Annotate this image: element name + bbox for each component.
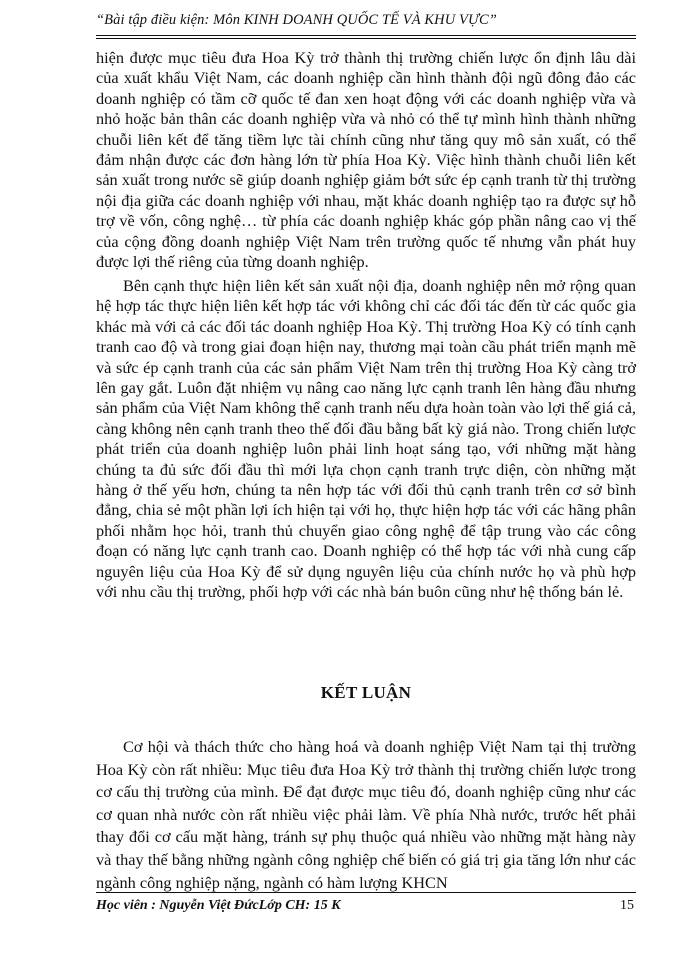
body-paragraph: Cơ hội và thách thức cho hàng hoá và doanh nghiệp Việt Nam tại thị trường Hoa Kỳ còn rất nhiều: Mục tiêu đưa Hoa Kỳ trở thành thị trường chiến lược trong cơ cấu thị trường của mình. Để đạt được mục tiêu đó, doanh nghiệp cũng như các cơ quan nhà nước còn rất nhiều việc phải làm. Về phía Nhà nước, trước hết phải thay đổi cơ cấu mặt hàng, tránh sự phụ thuộc quá nhiều vào những mặt hàng này và thay thế bằng những ngành công nghiệp chế biến có giá trị gia tăng lớn như các ngành công nghiệp nặng, ngành có hàm lượng KHCN [96, 737, 636, 892]
body-paragraph: Bên cạnh thực hiện liên kết sản xuất nội địa, doanh nghiệp nên mở rộng quan hệ hợp tác thực hiện liên kết hợp tác với không chỉ các đối tác đến từ các quốc gia khác mà với cả các đối tác doanh nghiệp Hoa Kỳ. Thị trường Hoa Kỳ có tính cạnh tranh cao độ và trong giai đoạn hiện nay, thương mại toàn cầu phát triển mạnh mẽ và sức ép cạnh tranh của các sản phẩm Việt Nam trên thị trường Hoa Kỳ càng trở lên gay gắt. Luôn đặt nhiệm vụ nâng cao năng lực cạnh tranh lên hàng đầu nhưng sản phẩm của Việt Nam không thể cạnh tranh nếu dựa hoàn toàn vào lợi thế giá cả, càng không nên cạnh tranh theo thế đối đầu bằng bất kỳ giá nào. Trong chiến lược phát triển của doanh nghiệp luôn phải linh hoạt sáng tạo, với những mặt hàng chúng ta đủ sức đối đầu thì mới lựa chọn cạnh tranh trực diện, còn những mặt hàng ở thế yếu hơn, chúng ta nên hợp tác với đối thủ cạnh tranh trên cơ sở bình đẳng, chia sẻ một phần lợi ích hiện tại với họ, thực hiện hợp tác với các hãng phân phối nhằm học hỏi, tranh thủ chuyển giao công nghệ để tập trung vào các công đoạn có năng lực cạnh tranh cao. Doanh nghiệp có thể hợp tác với nhà cung cấp nguyên liệu của Hoa Kỳ để sử dụng nguyên liệu của chính nước họ và phù hợp với nhu cầu thị trường, phối hợp với các nhà bán buôn cũng như hệ thống bán lẻ. [96, 276, 636, 602]
header-rule-bottom [96, 38, 636, 39]
page-number: 15 [620, 898, 634, 913]
running-header: “Bài tập điều kiện: Môn KINH DOANH QUỐC TẾ VÀ KHU VỰC” [96, 12, 497, 28]
footer-rule [96, 892, 636, 893]
section-heading: KẾT LUẬN [320, 683, 412, 702]
footer-student-info: Học viên : Nguyễn Việt ĐứcLớp CH: 15 K [96, 898, 341, 913]
header-rule-top [96, 35, 636, 36]
body-paragraph: hiện được mục tiêu đưa Hoa Kỳ trở thành thị trường chiến lược ổn định lâu dài của xuất khẩu Việt Nam, các doanh nghiệp cần hình thành đội ngũ đông đảo các doanh nghiệp có tầm cỡ quốc tế đan xen hoạt động với các doanh nghiệp vừa và nhỏ hoặc bản thân các doanh nghiệp vừa và nhỏ có thể tự mình hình thành những chuỗi liên kết để tăng tiềm lực tài chính cũng như tăng quy mô sản xuất, có thể đảm nhận được các đơn hàng lớn từ phía Hoa Kỳ. Việc hình thành chuỗi liên kết sản xuất trong nước sẽ giúp doanh nghiệp giảm bớt sức ép cạnh tranh từ thị trường nội địa giữa các doanh nghiệp với nhau, mặt khác doanh nghiệp tạo ra được sự hỗ trợ về vốn, công nghệ… từ phía các doanh nghiệp khác góp phần nâng cao vị thế của cộng đồng doanh nghiệp Việt Nam trên trường quốc tế nhưng vẫn phát huy được lợi thế riêng của từng doanh nghiệp. [96, 48, 636, 272]
